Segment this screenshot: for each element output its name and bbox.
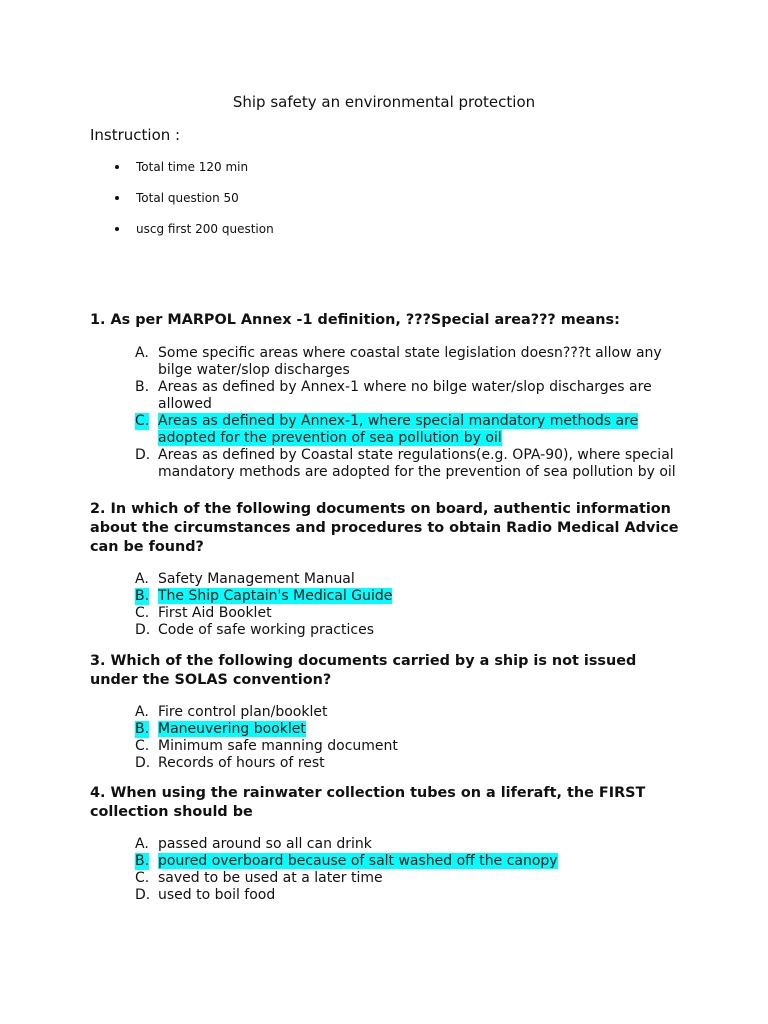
option-a <box>90 345 680 379</box>
question-3-options <box>90 704 680 772</box>
instruction-heading: Instruction : <box>90 126 181 144</box>
option-letter: C. <box>135 413 150 429</box>
option-text-highlighted: poured overboard because of salt washed off the canopy <box>158 853 558 869</box>
option-text: Some specific areas where coastal state legislation doesn???t allow any bilge water/slop discharges <box>158 345 662 378</box>
option-text-highlighted: Maneuvering booklet <box>158 721 306 737</box>
option-c <box>90 738 680 755</box>
option-b <box>90 379 680 413</box>
option-text: Areas as defined by Annex-1 where no bilge water/slop discharges are allowed <box>158 379 652 412</box>
option-c <box>90 870 680 887</box>
option-d <box>90 622 680 639</box>
option-letter: A. <box>135 571 149 587</box>
question-4-text: 4. When using the rainwater collection tubes on a liferaft, the FIRST collection should be <box>90 785 646 820</box>
option-letter: D. <box>135 887 151 903</box>
option-letter: D. <box>135 755 151 771</box>
option-b-correct <box>90 853 680 870</box>
option-text: Code of safe working practices <box>158 622 374 638</box>
option-text-highlighted: Areas as defined by Annex-1, where special mandatory methods are adopted for the prevention of sea pollution by oil <box>158 413 639 446</box>
option-letter: C. <box>135 870 150 886</box>
question-1-text: 1. As per MARPOL Annex -1 definition, ???Special area??? means: <box>90 312 620 328</box>
option-d <box>90 447 680 481</box>
option-letter: B. <box>135 379 150 395</box>
option-text: Safety Management Manual <box>158 571 355 587</box>
option-c-correct <box>90 413 680 447</box>
option-letter: D. <box>135 622 151 638</box>
option-letter: B. <box>135 853 150 869</box>
option-c <box>90 605 680 622</box>
question-1 <box>90 311 680 481</box>
option-text: First Aid Booklet <box>158 605 272 621</box>
option-d <box>90 755 680 772</box>
option-text: used to boil food <box>158 887 276 903</box>
question-1-options <box>90 345 680 481</box>
question-3 <box>90 652 680 772</box>
question-2-options <box>90 571 680 639</box>
question-4 <box>90 784 680 904</box>
instruction-item: Total time 120 min <box>112 158 274 189</box>
question-2 <box>90 500 680 639</box>
instruction-item: uscg first 200 question <box>112 220 274 251</box>
question-4-options <box>90 836 680 904</box>
question-3-text: 3. Which of the following documents carried by a ship is not issued under the SOLAS convention? <box>90 653 637 688</box>
option-letter: A. <box>135 704 149 720</box>
option-text: passed around so all can drink <box>158 836 372 852</box>
option-text: saved to be used at a later time <box>158 870 383 886</box>
document-title: Ship safety an environmental protection <box>232 93 536 111</box>
option-text: Records of hours of rest <box>158 755 325 771</box>
option-letter: A. <box>135 836 149 852</box>
option-letter: D. <box>135 447 151 463</box>
question-2-text: 2. In which of the following documents on board, authentic information about the circumstances and procedures to obtain Radio Medical Advice can be found? <box>90 501 679 555</box>
instruction-item: Total question 50 <box>112 189 274 220</box>
option-d <box>90 887 680 904</box>
option-a <box>90 704 680 721</box>
option-a <box>90 836 680 853</box>
option-letter: C. <box>135 738 150 754</box>
option-letter: B. <box>135 588 150 604</box>
option-letter: C. <box>135 605 150 621</box>
option-b-correct <box>90 588 680 605</box>
option-letter: B. <box>135 721 150 737</box>
instruction-list <box>112 158 274 251</box>
option-text: Areas as defined by Coastal state regulations(e.g. OPA-90), where special mandatory methods are adopted for the prevention of sea pollution by oil <box>158 447 676 480</box>
option-a <box>90 571 680 588</box>
option-text-highlighted: The Ship Captain's Medical Guide <box>158 588 393 604</box>
option-text: Fire control plan/booklet <box>158 704 328 720</box>
option-b-correct <box>90 721 680 738</box>
option-letter: A. <box>135 345 149 361</box>
option-text: Minimum safe manning document <box>158 738 398 754</box>
